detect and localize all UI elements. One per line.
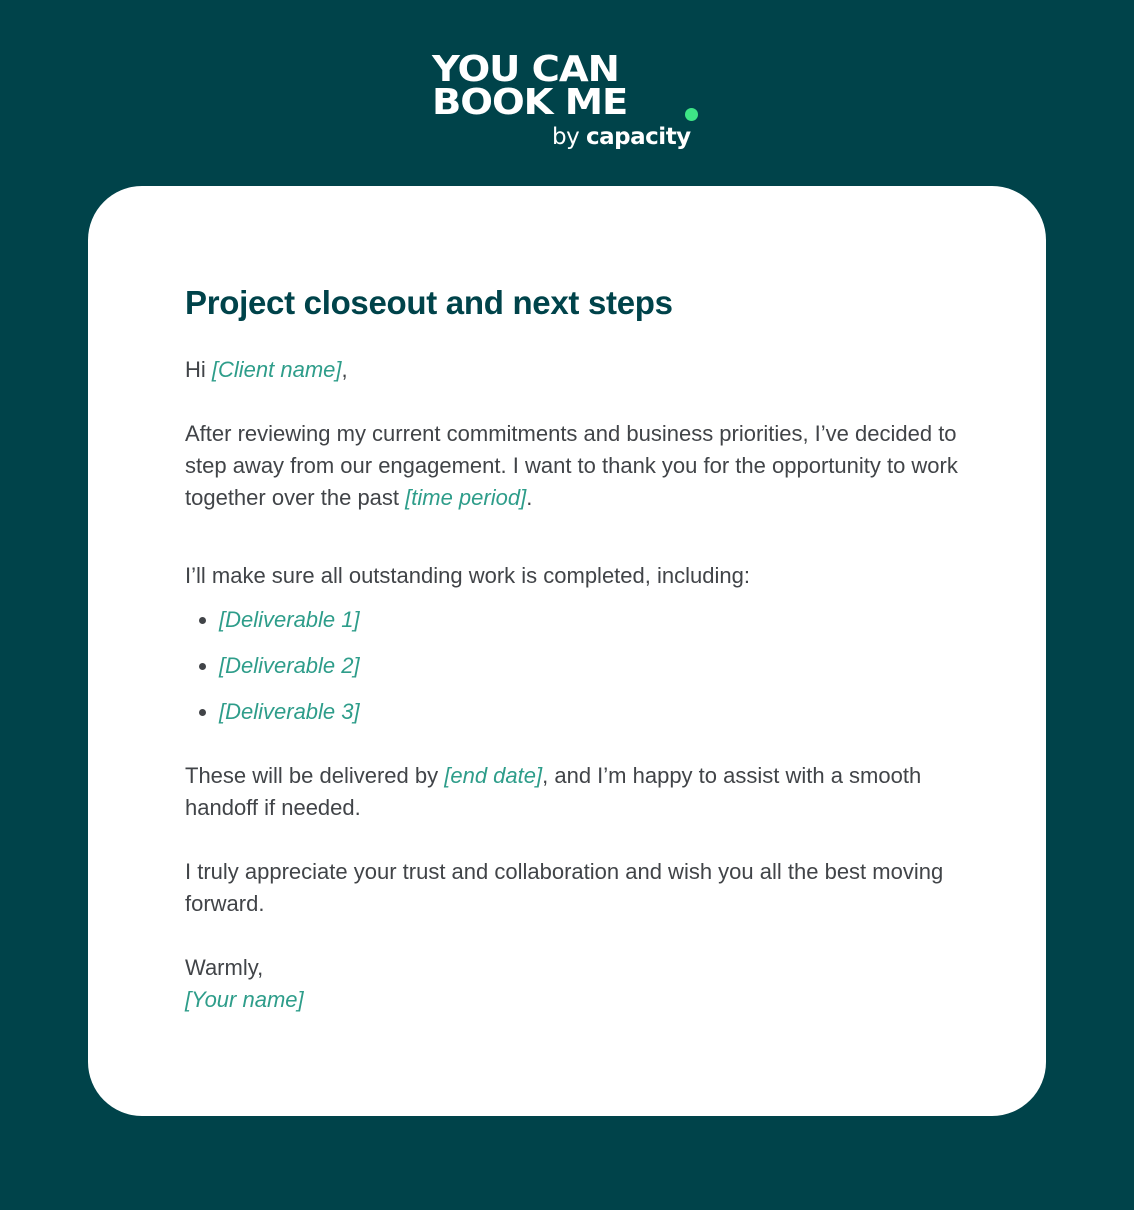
greeting (185, 354, 985, 386)
logo-by: by (552, 124, 580, 150)
logo-line-2: BOOK ME (432, 82, 628, 123)
greeting-prefix: Hi (185, 357, 212, 382)
your-name-placeholder: [Your name] (185, 987, 304, 1012)
email-card (88, 186, 1046, 1116)
logo-byline (552, 124, 691, 150)
paragraph-step-away (185, 418, 985, 514)
end-date-placeholder: [end date] (444, 763, 543, 788)
paragraph-delivery-suffix: , and I’m happy to assist with a smooth handoff if needed. (185, 763, 922, 820)
logo-dot-icon (685, 108, 698, 121)
client-name-placeholder: [Client name] (211, 357, 342, 382)
email-body (185, 282, 985, 1016)
logo-line-1: YOU CAN (432, 49, 619, 90)
deliverables-intro: I’ll make sure all outstanding work is completed, including: (185, 563, 750, 588)
paragraph-delivery-prefix: These will be delivered by (185, 763, 445, 788)
time-period-placeholder: [time period] (405, 485, 527, 510)
signoff: Warmly, (185, 955, 264, 980)
deliverables-list (185, 604, 985, 728)
you-can-book-me-logo (432, 49, 704, 152)
list-item: • [Deliverable 2] (219, 650, 985, 682)
logo-capacity: capacity (586, 124, 691, 150)
paragraph-step-away-text: After reviewing my current commitments and business priorities, I’ve decided to step away from our engagement. I want to thank you for the opportunity to work together over the past (185, 421, 958, 510)
greeting-suffix: , (341, 357, 348, 382)
paragraph-step-away-end: . (526, 485, 533, 510)
paragraph-delivery (185, 760, 985, 824)
list-item: • [Deliverable 3] (219, 696, 985, 728)
list-item: • [Deliverable 1] (219, 604, 985, 636)
email-title: Project closeout and next steps (185, 284, 673, 321)
paragraph-appreciation: I truly appreciate your trust and collaboration and wish you all the best moving forward. (185, 859, 944, 916)
